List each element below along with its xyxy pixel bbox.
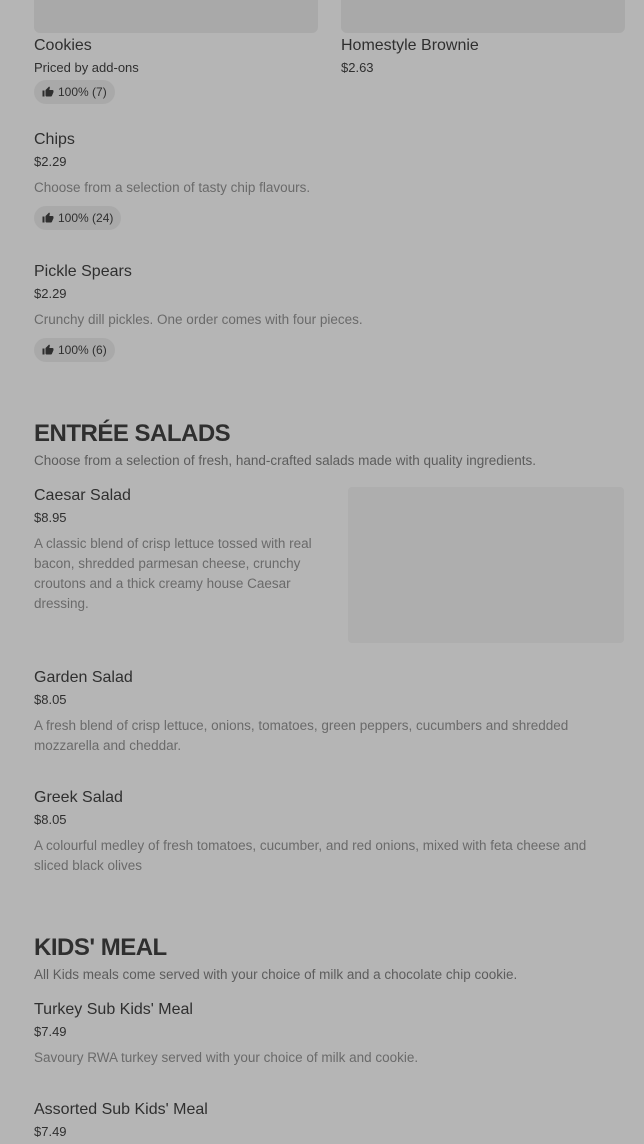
item-title: Turkey Sub Kids' Meal bbox=[34, 1001, 193, 1018]
item-title: Homestyle Brownie bbox=[341, 37, 479, 54]
item-title: Garden Salad bbox=[34, 669, 133, 686]
menu-item-pickle-spears[interactable] bbox=[34, 262, 624, 362]
section-description: All Kids meals come served with your choice of milk and a chocolate chip cookie. bbox=[34, 967, 518, 982]
thumbs-up-icon bbox=[42, 212, 54, 224]
item-description: Crunchy dill pickles. One order comes with four pieces. bbox=[34, 312, 363, 327]
thumbs-up-icon bbox=[42, 344, 54, 356]
rating-text: 100% (6) bbox=[58, 343, 107, 357]
item-price: Priced by add-ons bbox=[34, 60, 139, 75]
item-price: $8.05 bbox=[34, 692, 67, 707]
rating-badge bbox=[34, 338, 115, 362]
section-title-kids-meal: KIDS' MEAL bbox=[34, 934, 167, 961]
menu-item-garden-salad[interactable] bbox=[34, 668, 624, 756]
menu-card-brownie[interactable] bbox=[341, 0, 625, 76]
rating-text: 100% (7) bbox=[58, 85, 107, 99]
item-price: $8.95 bbox=[34, 510, 67, 525]
item-image bbox=[341, 0, 625, 33]
thumbs-up-icon bbox=[42, 86, 54, 98]
item-price: $2.29 bbox=[34, 154, 67, 169]
item-title: Cookies bbox=[34, 37, 92, 54]
menu-card-cookies[interactable] bbox=[34, 0, 318, 104]
item-price: $7.49 bbox=[34, 1024, 67, 1039]
item-price: $7.49 bbox=[34, 1124, 67, 1139]
item-description: Savoury RWA turkey served with your choice of milk and cookie. bbox=[34, 1050, 419, 1065]
menu-item-turkey-sub-kids-meal[interactable] bbox=[34, 1000, 624, 1068]
rating-badge bbox=[34, 206, 121, 230]
menu-item-caesar-salad[interactable] bbox=[34, 486, 336, 614]
section-description: Choose from a selection of fresh, hand-crafted salads made with quality ingredients. bbox=[34, 453, 537, 468]
item-price: $2.29 bbox=[34, 286, 67, 301]
item-price: $8.05 bbox=[34, 812, 67, 827]
menu-item-chips[interactable] bbox=[34, 130, 624, 230]
item-title: Pickle Spears bbox=[34, 263, 132, 280]
item-title: Chips bbox=[34, 131, 75, 148]
item-image bbox=[34, 0, 318, 33]
menu-item-greek-salad[interactable] bbox=[34, 788, 624, 876]
item-description: A colourful medley of fresh tomatoes, cucumber, and red onions, mixed with feta cheese and sliced black olives bbox=[34, 838, 587, 873]
caesar-salad-image[interactable] bbox=[348, 487, 624, 643]
section-title-salads: ENTRÉE SALADS bbox=[34, 420, 231, 447]
rating-badge bbox=[34, 80, 115, 104]
rating-text: 100% (24) bbox=[58, 211, 114, 225]
item-title: Caesar Salad bbox=[34, 487, 131, 504]
item-description: A classic blend of crisp lettuce tossed with real bacon, shredded parmesan cheese, crunchy croutons and a thick creamy house Caesar dressing. bbox=[34, 536, 312, 611]
top-cards-row bbox=[34, 0, 624, 108]
menu-item-assorted-sub-kids-meal[interactable] bbox=[34, 1100, 624, 1140]
item-title: Assorted Sub Kids' Meal bbox=[34, 1101, 208, 1118]
item-title: Greek Salad bbox=[34, 789, 123, 806]
item-price: $2.63 bbox=[341, 60, 374, 75]
item-description: A fresh blend of crisp lettuce, onions, tomatoes, green peppers, cucumbers and shredded mozzarella and cheddar. bbox=[34, 718, 569, 753]
item-description: Choose from a selection of tasty chip flavours. bbox=[34, 180, 311, 195]
